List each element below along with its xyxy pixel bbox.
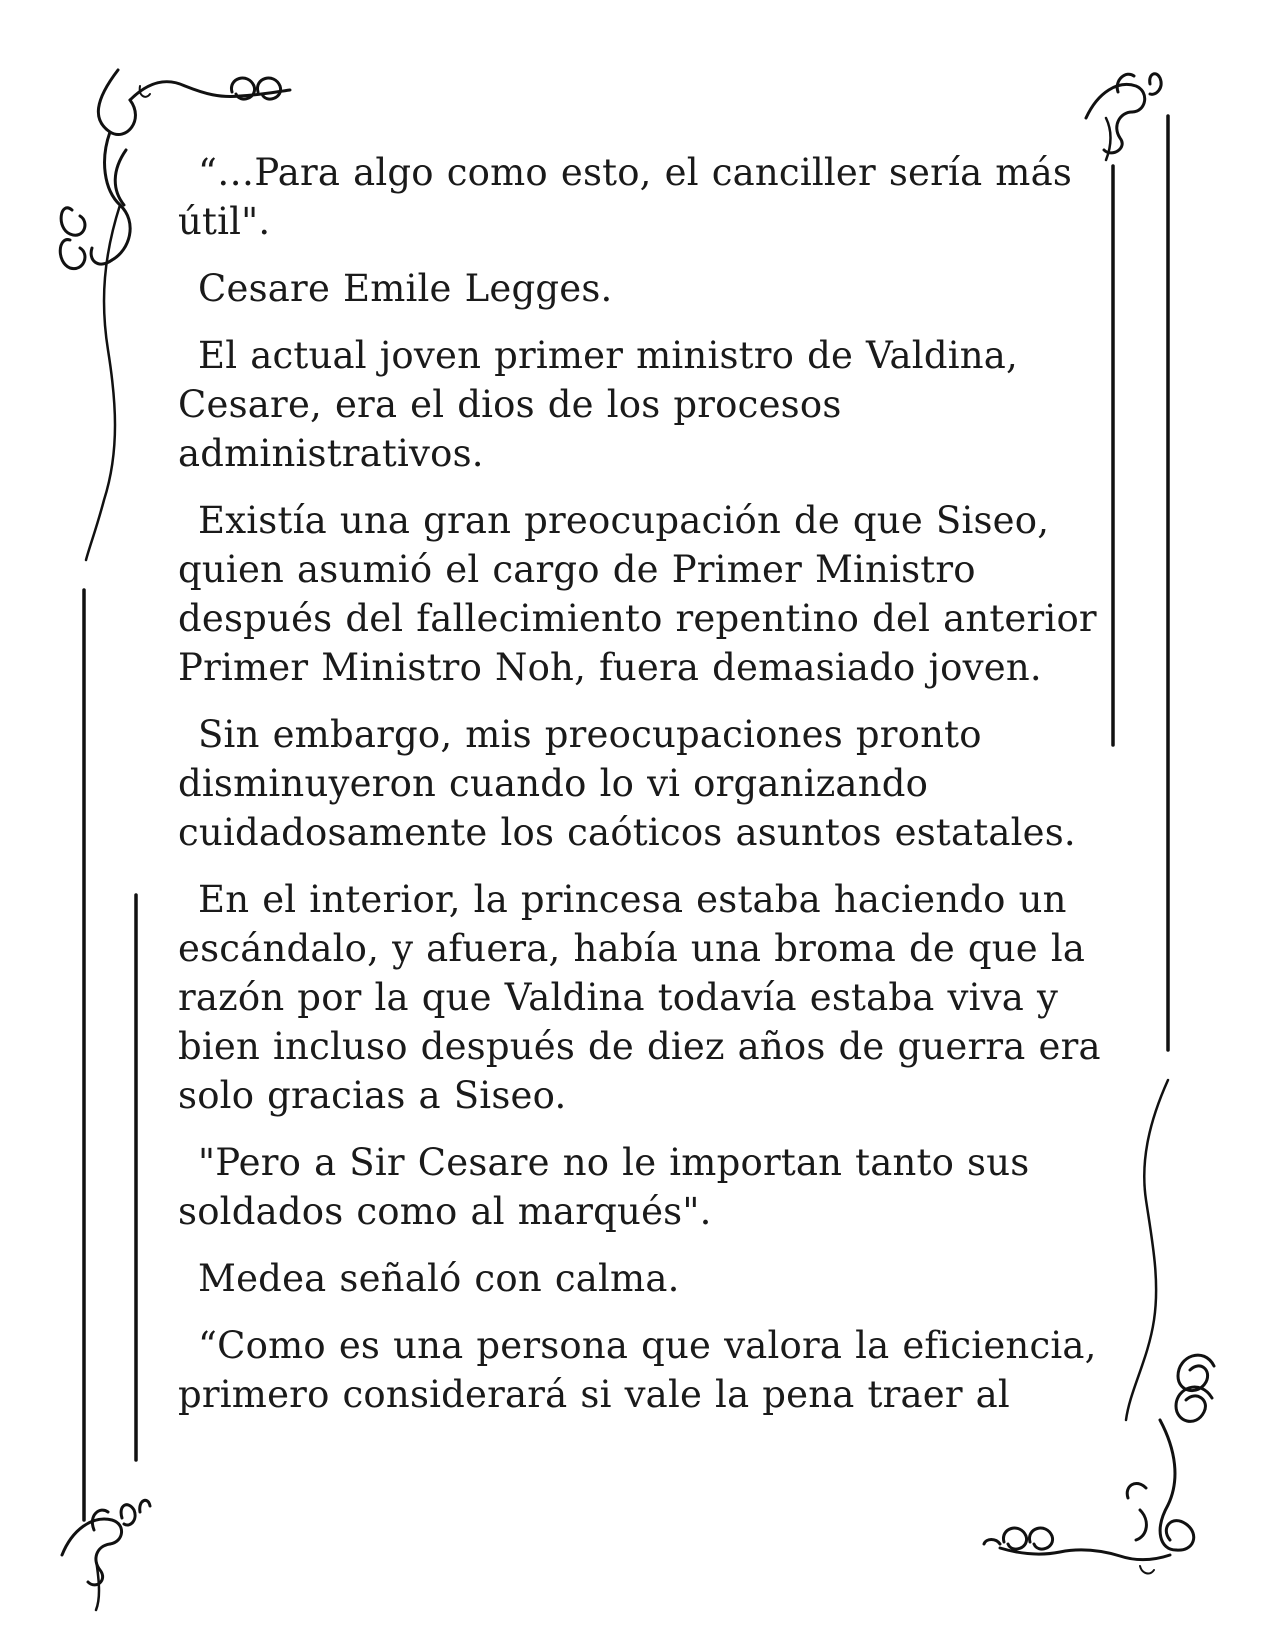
flourish-bottom-left-icon bbox=[62, 1500, 150, 1610]
paragraph: En el interior, la princesa estaba haciendo un escándalo, y afuera, había una broma de que la razón por la que Valdina todavía estaba viva y bien incluso después de diez años de guerra era solo gracias a Siseo. bbox=[178, 878, 1101, 1117]
paragraph: Sin embargo, mis preocupaciones pronto disminuyeron cuando lo vi organizando cuidadosamente los caóticos asuntos estatales. bbox=[178, 713, 1076, 854]
paragraph: "Pero a Sir Cesare no le importan tanto sus soldados como al marqués". bbox=[178, 1141, 1030, 1233]
paragraph: “Como es una persona que valora la eficiencia, primero considerará si vale la pena traer al bbox=[178, 1324, 1097, 1416]
paragraph: Medea señaló con calma. bbox=[198, 1257, 680, 1300]
paragraph: “…Para algo como esto, el canciller sería más útil". bbox=[178, 151, 1073, 243]
paragraph: Cesare Emile Legges. bbox=[198, 267, 613, 310]
document-text bbox=[178, 148, 1118, 1437]
paragraph: Existía una gran preocupación de que Siseo, quien asumió el cargo de Primer Ministro después del fallecimiento repentino del anterior Primer Ministro Noh, fuera demasiado joven. bbox=[178, 499, 1097, 689]
paragraph: El actual joven primer ministro de Valdina, Cesare, era el dios de los procesos administrativos. bbox=[178, 334, 1019, 475]
